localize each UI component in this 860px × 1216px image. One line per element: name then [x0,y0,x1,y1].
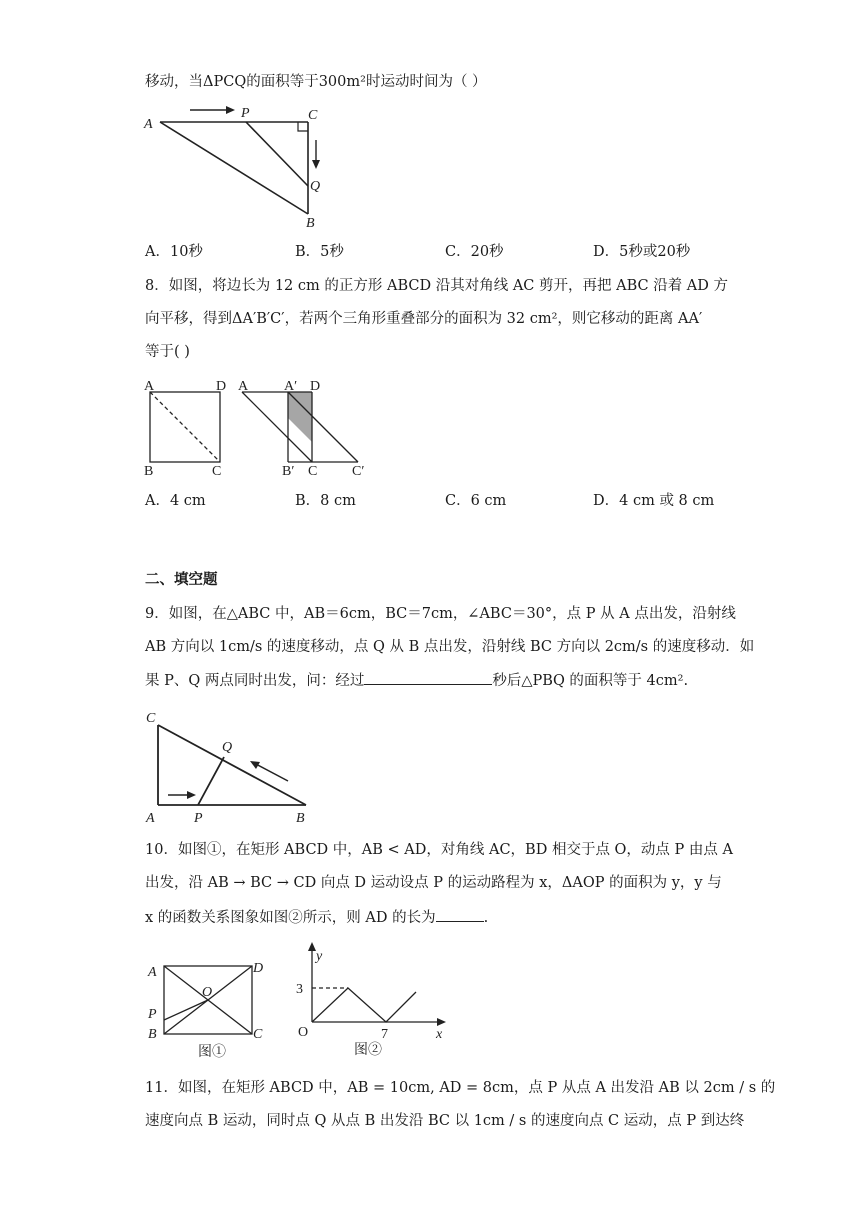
q8-left-label-d: D [216,379,227,394]
q10-fig2-y-axis-label: y [316,949,323,964]
q10-fig2-y-tick: 3 [296,982,303,997]
q9-label-c: C [146,711,156,726]
q10-figure-2 [288,938,458,1058]
q8-right-label-b-prime: B′ [282,464,295,479]
q7-figure [140,100,340,231]
q10-line-1: 10．如图①，在矩形 ABCD 中，AB < AD，对角线 AC，BD 相交于点 O，动点 P 由点 A [145,842,733,858]
q8-right-label-c-prime: C′ [352,464,365,479]
section-fill-in-title: 二、填空题 [145,572,218,588]
q9-line-3-after-blank: 秒后△PBQ 的面积等于 4cm². [492,673,689,689]
q10-line-3-before-blank: x 的函数关系图象如图②所示，则 AD 的长为 [145,910,436,926]
q11-line-2: 速度向点 B 运动，同时点 Q 从点 B 出发沿 BC 以 1cm / s 的速度向点 C 运动，点 P 到达终 [145,1113,745,1129]
q10-fig1-caption: 图① [198,1045,226,1060]
q8-line-2: 向平移，得到ΔA′B′C′，若两个三角形重叠部分的面积为 32 cm²，则它移动的距离 AA′ [145,311,703,327]
q7-label-a: A [144,117,153,132]
q8-option-d[interactable]: D．4 cm 或 8 cm [593,493,715,509]
q9-line-3 [145,670,688,691]
q8-line-1: 8．如图，将边长为 12 cm 的正方形 ABCD 沿其对角线 AC 剪开，再把 ABC 沿着 AD 方 [145,278,729,294]
q8-left-label-c: C [212,464,222,479]
q10-line-2: 出发，沿 AB → BC → CD 向点 D 运动设点 P 的运动路程为 x，ΔAOP 的面积为 y，y 与 [145,875,722,891]
q11-line-1: 11．如图，在矩形 ABCD 中，AB = 10cm, AD = 8cm，点 P 从点 A 出发沿 AB 以 2cm / s 的 [145,1080,776,1096]
q10-fig1-label-p: P [148,1007,157,1022]
q8-right-label-a-prime: A′ [284,379,298,394]
q9-line-2: AB 方向以 1cm/s 的速度移动，点 Q 从 B 点出发，沿射线 BC 方向以 2cm/s 的速度移动．如 [145,639,755,655]
q7-option-d[interactable]: D．5秒或20秒 [593,244,691,260]
q9-figure [142,705,322,825]
q10-fig1-label-o: O [202,985,213,1000]
q10-fig2-x-axis-label: x [436,1027,443,1042]
q10-line-3 [145,907,488,928]
q9-line-3-before-blank: 果 P、Q 两点同时出发，问：经过 [145,673,365,689]
q8-figure-translated [236,378,376,479]
q10-fig1-label-b: B [148,1027,157,1042]
q10-figure-1 [142,950,272,1060]
q9-line-1: 9．如图，在△ABC 中，AB＝6cm，BC＝7cm，∠ABC＝30°，点 P 从 A 点出发，沿射线 [145,606,736,622]
q7-question-tail: 移动，当ΔPCQ的面积等于300m²时运动时间为（ ） [145,74,487,90]
q8-left-label-a: A [144,379,155,394]
q10-fig1-label-d: D [253,961,264,976]
q10-fig2-x-tick: 7 [381,1027,388,1042]
q9-label-a: A [146,811,155,826]
q7-label-p: P [241,106,250,121]
q10-answer-blank[interactable] [436,907,484,922]
q9-label-q: Q [222,740,233,755]
q10-fig1-label-c: C [253,1027,263,1042]
q7-label-q: Q [310,179,321,194]
q7-option-c[interactable]: C．20秒 [445,244,504,260]
q9-answer-blank[interactable] [364,670,492,685]
q10-fig1-label-a: A [148,965,157,980]
q10-line-3-after-blank: . [483,910,489,926]
q7-label-c: C [308,108,318,123]
q8-right-label-a: A [238,379,249,394]
q9-label-b: B [296,811,305,826]
q10-fig2-origin-label: O [298,1025,309,1040]
q9-label-p: P [194,811,203,826]
q10-fig2-caption: 图② [354,1043,382,1058]
q7-option-b[interactable]: B．5秒 [295,244,344,260]
q8-line-3: 等于( ) [145,344,190,360]
q8-figure-square [144,378,234,479]
q8-right-label-d: D [310,379,321,394]
q7-option-a[interactable]: A．10秒 [145,244,203,260]
q8-option-c[interactable]: C．6 cm [445,493,507,509]
q8-right-label-c: C [308,464,318,479]
q8-option-b[interactable]: B．8 cm [295,493,356,509]
q8-option-a[interactable]: A．4 cm [145,493,206,509]
q8-left-label-b: B [144,464,154,479]
q7-label-b: B [306,216,315,231]
